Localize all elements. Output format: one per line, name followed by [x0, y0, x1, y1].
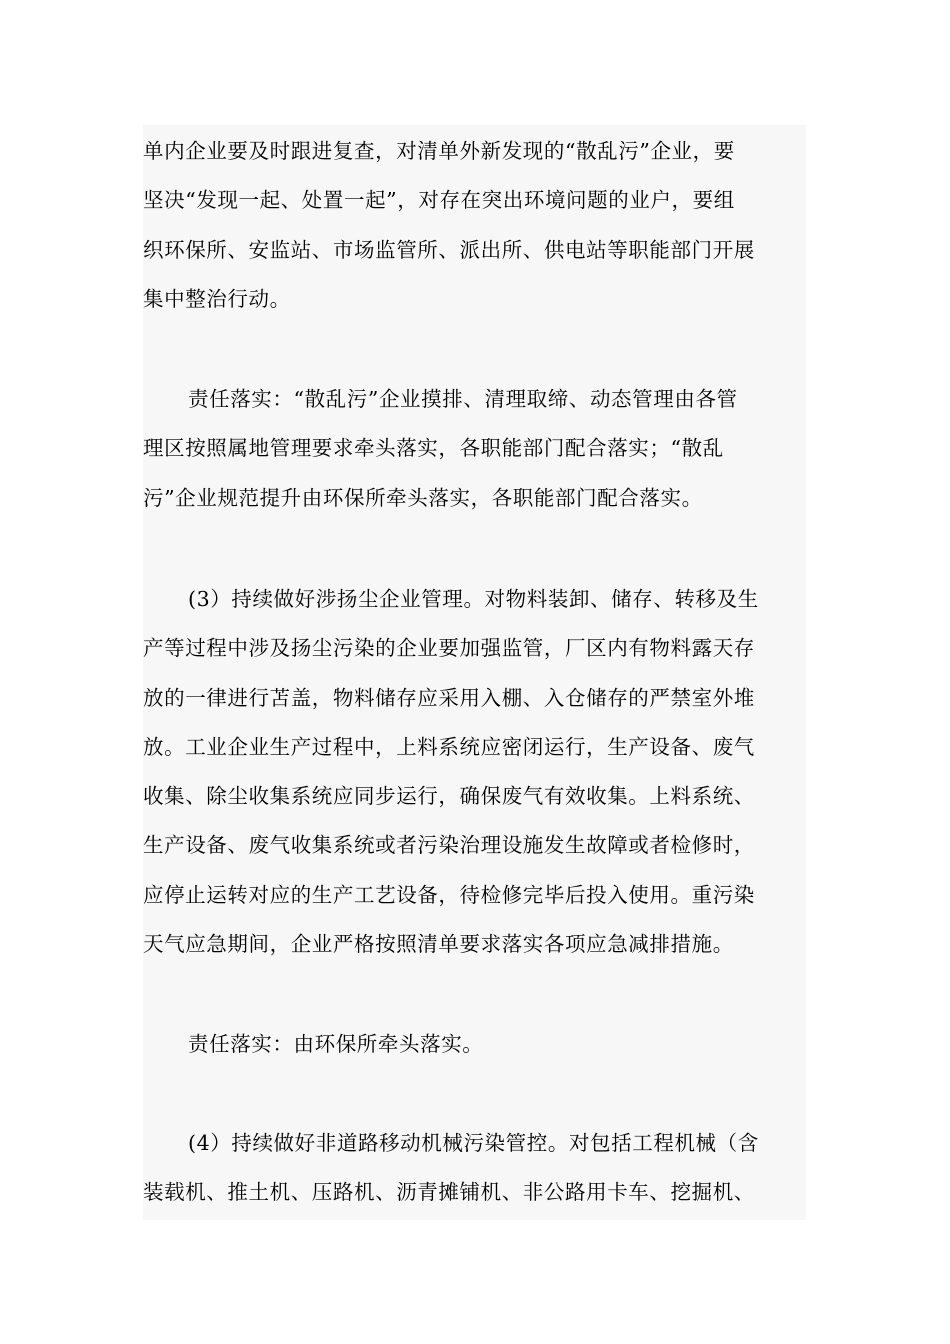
paragraph-4 [143, 1020, 806, 1069]
text-line: 应停止运转对应的生产工艺设备，待检修完毕后投入使用。重污染 [143, 882, 755, 907]
paragraph-5 [143, 1119, 806, 1218]
text-line: 收集、除尘收集系统应同步运行，确保废气有效收集。上料系统、 [143, 784, 755, 809]
paragraph-3 [143, 575, 806, 969]
text-line: 责任落实：由环保所牵头落实。 [188, 1032, 484, 1056]
document-page [143, 125, 806, 1220]
paragraph-2 [143, 375, 806, 523]
text-line: 集中整治行动。 [143, 286, 291, 311]
text-line: 产等过程中涉及扬尘污染的企业要加强监管，厂区内有物料露天存 [143, 636, 755, 661]
text-line: 织环保所、安监站、市场监管所、派出所、供电站等职能部门开展 [143, 237, 755, 262]
text-line: 放的一律进行苫盖，物料储存应采用入棚、入仓储存的严禁室外堆 [143, 685, 755, 710]
text-line: 坚决“发现一起、处置一起”，对存在突出环境问题的业户，要组 [143, 188, 735, 213]
text-line: 生产设备、废气收集系统或者污染治理设施发生故障或者检修时， [143, 833, 755, 858]
text-line: 单内企业要及时跟进复查，对清单外新发现的“散乱污”企业，要 [143, 139, 735, 163]
text-line: 天气应急期间，企业严格按照清单要求落实各项应急减排措施。 [143, 932, 734, 957]
text-line: 放。工业企业生产过程中，上料系统应密闭运行，生产设备、废气 [143, 734, 755, 759]
text-line: 污”企业规范提升由环保所牵头落实，各职能部门配合落实。 [143, 485, 703, 510]
text-line: (4）持续做好非道路移动机械污染管控。对包括工程机械（含 [188, 1131, 759, 1155]
text-line: 装载机、推土机、压路机、沥青摊铺机、非公路用卡车、挖掘机、 [143, 1180, 755, 1205]
text-line: 理区按照属地管理要求牵头落实，各职能部门配合落实；“散乱 [143, 436, 724, 461]
text-line: (3）持续做好涉扬尘企业管理。对物料装卸、储存、转移及生 [188, 587, 759, 611]
text-line: 责任落实：“散乱污”企业摸排、清理取缔、动态管理由各管 [188, 387, 738, 411]
paragraph-1 [143, 127, 806, 324]
